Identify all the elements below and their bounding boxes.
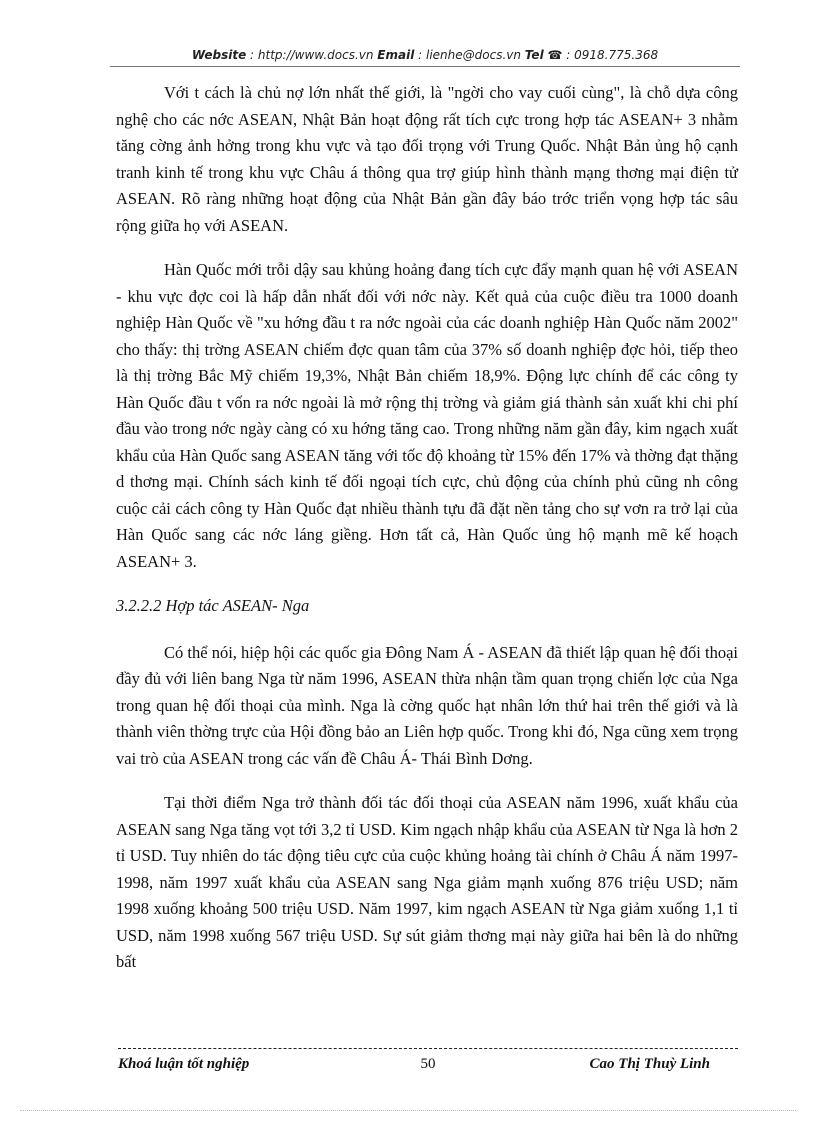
email-label: Email [377, 48, 415, 62]
footer-divider [118, 1048, 738, 1049]
section-heading: 3.2.2.2 Hợp tác ASEAN- Nga [116, 596, 310, 615]
website-value: : http://www.docs.vn [246, 48, 378, 62]
document-body [116, 80, 738, 994]
header-divider [110, 66, 740, 67]
page-header [110, 48, 740, 62]
paragraph-russia-trade: Tại thời điểm Nga trở thành đối tác đối thoại của ASEAN năm 1996, xuất khẩu của ASEAN sang Nga tăng vọt tới 3,2 tỉ USD. Kim ngạch nhập khẩu của ASEAN từ Nga là hơn 2 tỉ USD. Tuy nhiên do tác động tiêu cực của cuộc khủng hoảng tài chính ở Châu Á năm 1997-1998, năm 1997 xuất khẩu của ASEAN sang Nga giảm mạnh xuống 876 triệu USD; năm 1998 xuống khoảng 500 triệu USD. Năm 1997, kim ngạch ASEAN từ Nga giảm xuống 1,1 tỉ USD, năm 1998 xuống 567 triệu USD. Sự sút giảm thơng mại này giữa hai bên là do những bất [116, 793, 738, 971]
page-footer [118, 1056, 738, 1078]
page-number: 50 [420, 1056, 436, 1072]
tel-value: ☎ : 0918.775.368 [543, 48, 659, 62]
footer-thesis-label: Khoá luận tốt nghiệp [118, 1056, 250, 1072]
footer-author: Cao Thị Thuỳ Linh [589, 1056, 710, 1072]
paragraph-korea: Hàn Quốc mới trỗi dậy sau khủng hoảng đang tích cực đẩy mạnh quan hệ với ASEAN - khu vực đợc coi là hấp dẫn nhất đối với nớc này. Kết quả của cuộc điều tra 1000 doanh nghiệp Hàn Quốc về "xu hớng đầu t ra nớc ngoài của các doanh nghiệp Hàn Quốc năm 2002" cho thấy: thị trờng ASEAN chiếm đợc quan tâm của 37% số doanh nghiệp đợc hỏi, tiếp theo là thị trờng Bắc Mỹ chiếm 19,3%, Nhật Bản chiếm 18,9%. Động lực chính để các công ty Hàn Quốc đầu t vốn ra nớc ngoài là mở rộng thị trờng và giảm giá thành sản xuất khi chi phí đầu vào trong nớc ngày càng có xu hớng tăng cao. Trong những năm gần đây, kim ngạch xuất khẩu của Hàn Quốc sang ASEAN tăng với tốc độ khoảng từ 15% đến 17% và thờng đạt thặng d thơng mại. Chính sách kinh tế đối ngoại tích cực, chủ động của chính phủ cũng nh công cuộc cải cách công ty Hàn Quốc đạt nhiều thành tựu đã đặt nền tảng cho sự vơn ra trở lại của Hàn Quốc sang các nớc láng giềng. Hơn tất cả, Hàn Quốc ủng hộ mạnh mẽ kế hoạch ASEAN+ 3. [116, 260, 738, 571]
paragraph-japan: Với t cách là chủ nợ lớn nhất thế giới, là "ngời cho vay cuối cùng", là chỗ dựa công nghệ cho các nớc ASEAN, Nhật Bản hoạt động rất tích cực trong hợp tác ASEAN+ 3 nhằm tăng cờng ảnh hởng trong khu vực và tạo đối trọng với Trung Quốc. Nhật Bản ủng hộ cạnh tranh kinh tế trong khu vực Châu á thông qua trợ giúp hình thành mạng thơng mại điện tử ASEAN. Rõ ràng những hoạt động của Nhật Bản gần đây báo trớc triển vọng hợp tác sâu rộng giữa họ với ASEAN. [116, 83, 738, 235]
paragraph-russia-relations: Có thể nói, hiệp hội các quốc gia Đông Nam Á - ASEAN đã thiết lập quan hệ đối thoại đầy đủ với liên bang Nga từ năm 1996, ASEAN thừa nhận tầm quan trọng chiến lợc của Nga trong quan hệ đối thoại của mình. Nga là cờng quốc hạt nhân lớn thứ hai trên thế giới và là thành viên thờng trực của Hội đồng bảo an Liên hợp quốc. Trong khi đó, Nga cũng xem trọng vai trò của ASEAN trong các vấn đề Châu Á- Thái Bình Dơng. [116, 642, 738, 768]
page-bottom-edge [20, 1110, 796, 1111]
tel-label: Tel [524, 48, 544, 62]
email-value: : lienhe@docs.vn [414, 48, 525, 62]
website-label: Website [191, 48, 247, 62]
